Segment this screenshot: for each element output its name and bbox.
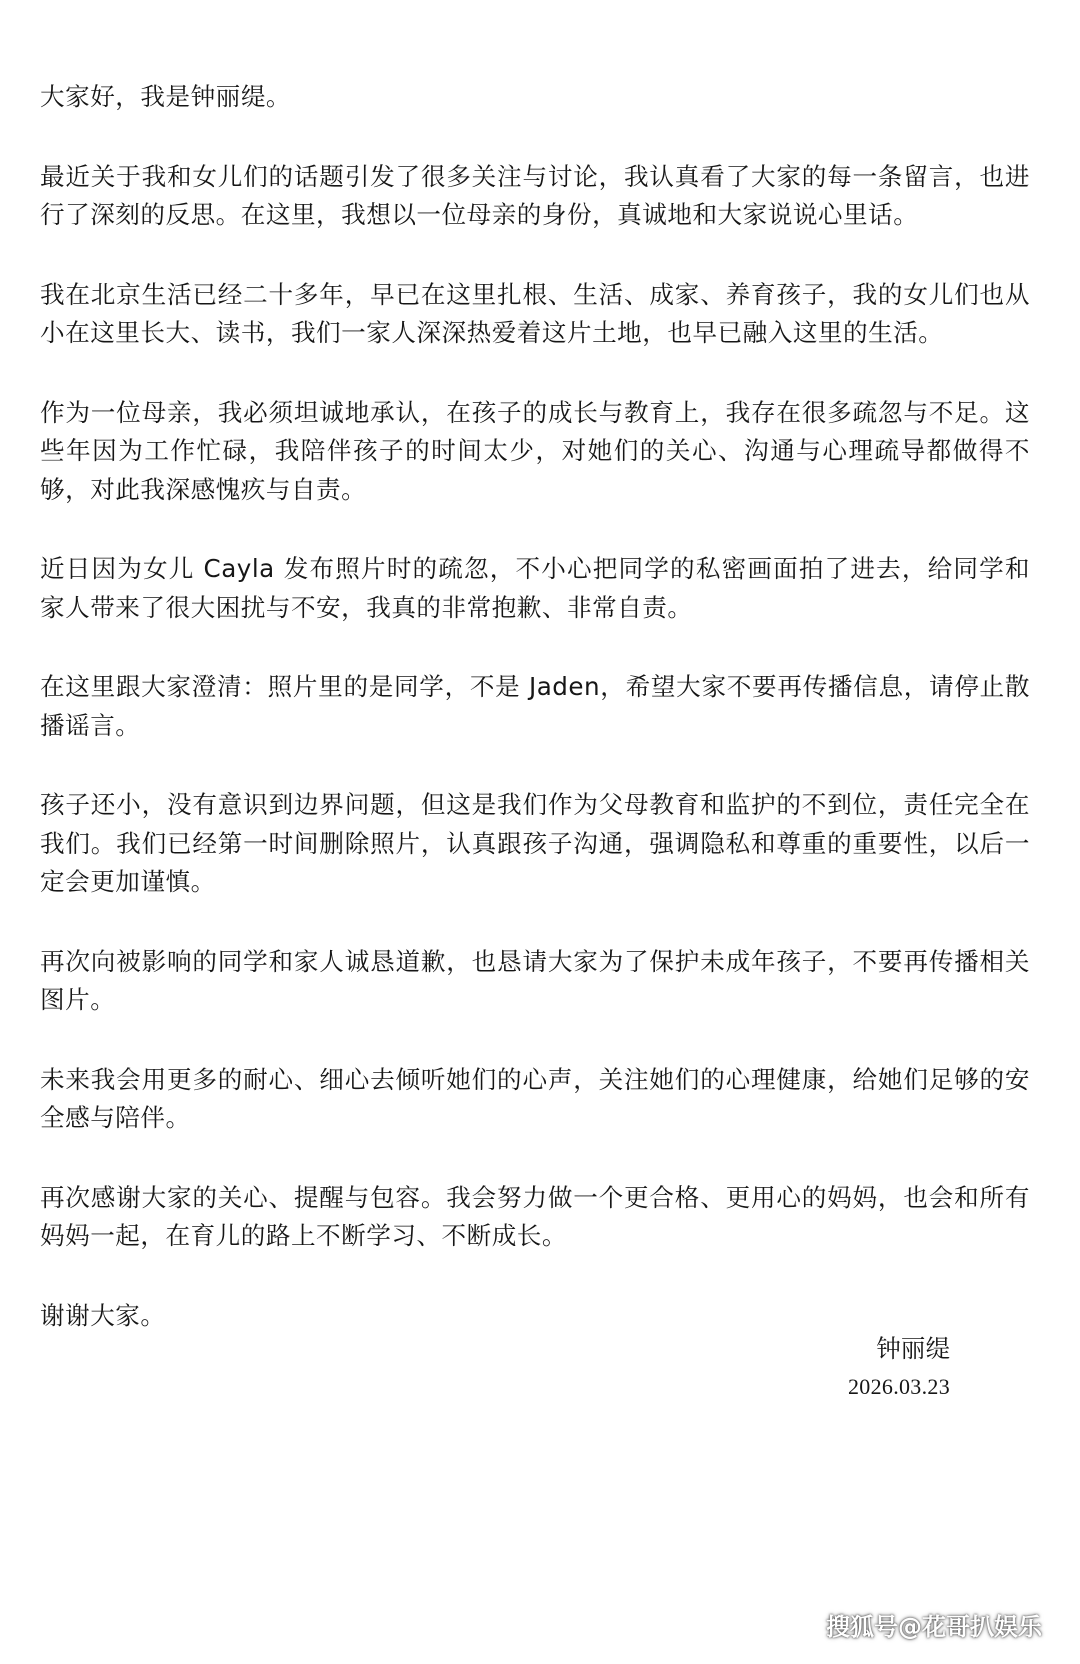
paragraph-6: 孩子还小，没有意识到边界问题，但这是我们作为父母教育和监护的不到位，责任完全在我们。我们已经第一时间删除照片，认真跟孩子沟通，强调隐私和尊重的重要性，以后一定会更加谨慎。 bbox=[40, 790, 1030, 896]
paragraph-1: 最近关于我和女儿们的话题引发了很多关注与讨论，我认真看了大家的每一条留言，也进行了深刻的反思。在这里，我想以一位母亲的身份，真诚地和大家说说心里话。 bbox=[40, 161, 1030, 229]
paragraph-7: 再次向被影响的同学和家人诚恳道歉，也恳请大家为了保护未成年孩子，不要再传播相关图片。 bbox=[40, 946, 1030, 1014]
paragraph-4: 近日因为女儿 Cayla 发布照片时的疏忽，不小心把同学的私密画面拍了进去，给同学和家人带来了很大困扰与不安，我真的非常抱歉、非常自责。 bbox=[40, 554, 1030, 622]
paragraph-5: 在这里跟大家澄清：照片里的是同学，不是 Jaden，希望大家不要再传播信息，请停止散播谣言。 bbox=[40, 672, 1030, 740]
paragraph-3: 作为一位母亲，我必须坦诚地承认，在孩子的成长与教育上，我存在很多疏忽与不足。这些年因为工作忙碌，我陪伴孩子的时间太少，对她们的关心、沟通与心理疏导都做得不够，对此我深感愧疚与自责。 bbox=[40, 397, 1030, 504]
watermark-text: 搜狐号@花哥扒娱乐 bbox=[826, 1613, 1042, 1641]
signature-date: 2026.03.23 bbox=[848, 1374, 950, 1399]
signature-name: 钟丽缇 bbox=[876, 1334, 950, 1363]
paragraph-8: 未来我会用更多的耐心、细心去倾听她们的心声，关注她们的心理健康，给她们足够的安全感与陪伴。 bbox=[40, 1064, 1030, 1132]
letter-body bbox=[40, 78, 1030, 1376]
paragraph-2: 我在北京生活已经二十多年，早已在这里扎根、生活、成家、养育孩子，我的女儿们也从小在这里长大、读书，我们一家人深深热爱着这片土地，也早已融入这里的生活。 bbox=[40, 279, 1030, 347]
greeting: 大家好，我是钟丽缇。 bbox=[40, 82, 291, 111]
watermark bbox=[792, 1607, 1042, 1642]
eye-icon bbox=[792, 1616, 818, 1634]
paragraph-9: 再次感谢大家的关心、提醒与包容。我会努力做一个更合格、更用心的妈妈，也会和所有妈妈一起，在育儿的路上不断学习、不断成长。 bbox=[40, 1182, 1030, 1250]
closing: 谢谢大家。 bbox=[40, 1300, 166, 1330]
signature-block bbox=[848, 1330, 950, 1406]
